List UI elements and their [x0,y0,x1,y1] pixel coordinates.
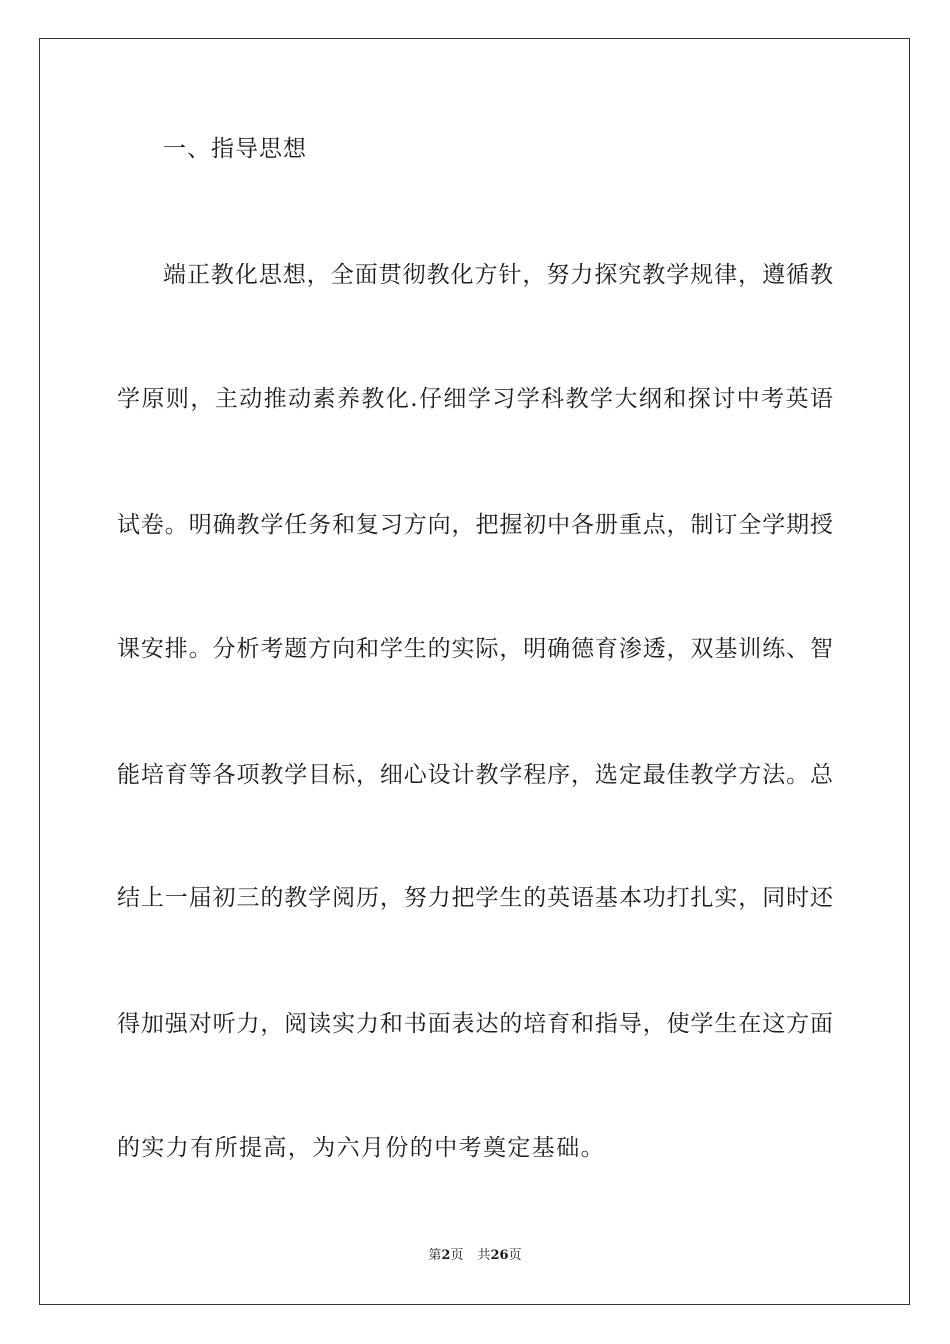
paragraph-line: 课安排。分析考题方向和学生的实际，明确德育渗透，双基训练、智 [117,636,833,662]
total-suffix: 页 [508,1248,522,1263]
page-footer [0,1247,950,1265]
page-prefix: 第 [428,1248,442,1263]
paragraph-line: 能培育等各项教学目标，细心设计教学程序，选定最佳教学方法。总 [117,762,833,788]
page-number: 2 [441,1248,451,1263]
paragraph-line: 学原则，主动推动素养教化.仔细学习学科教学大纲和探讨中考英语 [117,386,833,412]
total-pages: 26 [490,1248,509,1263]
section-heading: 一、指导思想 [163,136,307,162]
paragraph-line: 结上一届初三的教学阅历，努力把学生的英语基本功打扎实，同时还 [117,885,833,911]
paragraph-line: 试卷。明确教学任务和复习方向，把握初中各册重点，制订全学期授 [117,512,833,538]
page-suffix: 页 [450,1248,464,1263]
paragraph-line: 得加强对听力，阅读实力和书面表达的培育和指导，使学生在这方面 [117,1011,833,1037]
paragraph-line: 的实力有所提高，为六月份的中考奠定基础。 [117,1135,605,1161]
paragraph-line: 端正教化思想，全面贯彻教化方针，努力探究教学规律，遵循教 [163,262,833,288]
page-border [39,38,910,1305]
total-prefix: 共 [477,1248,491,1263]
